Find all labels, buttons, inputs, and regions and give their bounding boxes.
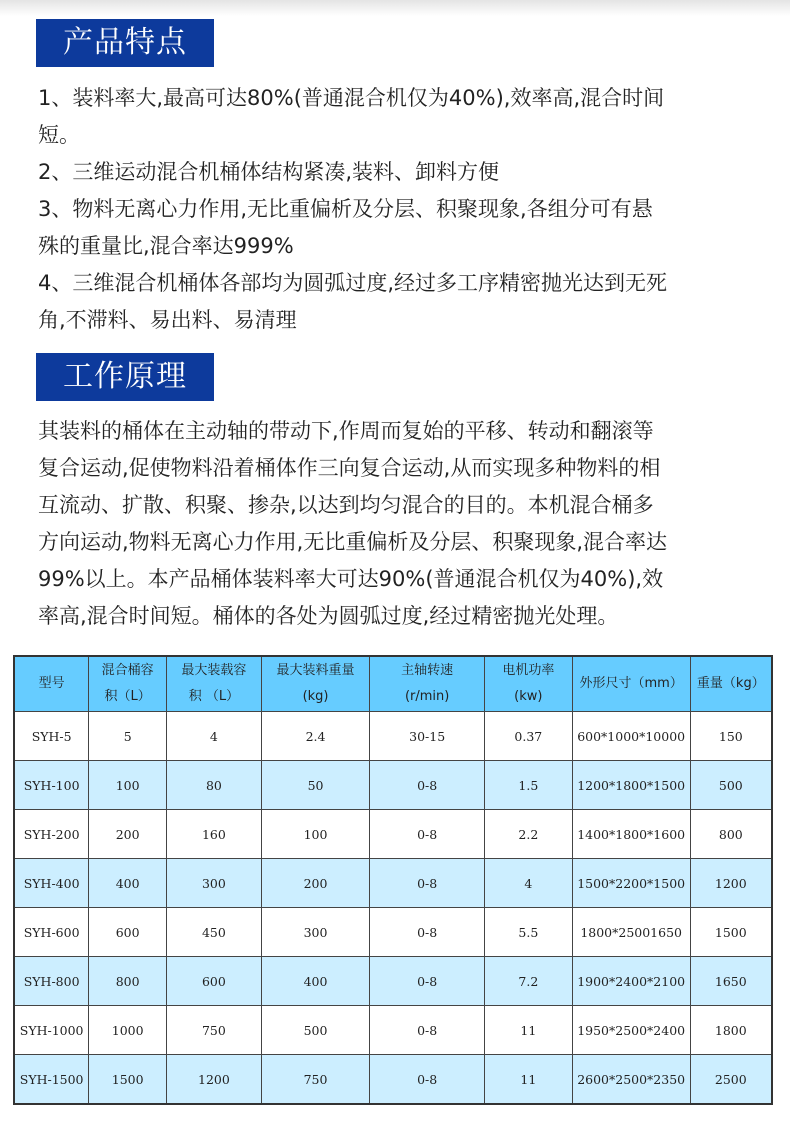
table-cell: 1800*25001650 — [572, 908, 690, 957]
column-header-line: (kg) — [302, 689, 329, 704]
table-cell: 750 — [261, 1055, 370, 1105]
text-line: 角,不滞料、易出料、易清理 — [38, 308, 297, 332]
principle-text — [38, 413, 778, 635]
table-cell: SYH-400 — [14, 859, 89, 908]
text-line: 复合运动,促使物料沿着桶体作三向复合运动,从而实现多种物料的相 — [38, 456, 661, 480]
text-line: 4、三维混合机桶体各部均为圆弧过度,经过多工序精密抛光达到无死 — [38, 271, 668, 295]
table-cell: 1200 — [690, 859, 772, 908]
table-row — [14, 712, 772, 761]
text-line: 3、物料无离心力作用,无比重偏析及分层、积聚现象,各组分可有悬 — [38, 197, 653, 221]
table-cell: 200 — [89, 810, 167, 859]
table-cell: 300 — [167, 859, 262, 908]
table-cell: 750 — [167, 1006, 262, 1055]
table-cell: SYH-100 — [14, 761, 89, 810]
table-cell: 1400*1800*1600 — [572, 810, 690, 859]
table-cell: SYH-1000 — [14, 1006, 89, 1055]
table-cell: 600 — [89, 908, 167, 957]
table-cell: 1800 — [690, 1006, 772, 1055]
column-header — [572, 656, 690, 712]
table-cell: 400 — [89, 859, 167, 908]
table-cell: 2.4 — [261, 712, 370, 761]
column-header — [370, 656, 485, 712]
table-cell: 1650 — [690, 957, 772, 1006]
table-cell: 5.5 — [484, 908, 572, 957]
column-header-line: 重量（kg） — [696, 676, 765, 691]
text-line: 短。 — [38, 123, 80, 147]
table-cell: 1500 — [690, 908, 772, 957]
table-cell: 0-8 — [370, 810, 485, 859]
column-header — [690, 656, 772, 712]
table-cell: 100 — [261, 810, 370, 859]
table-cell: 0-8 — [370, 859, 485, 908]
column-header-line: 混合桶容 — [101, 663, 154, 678]
column-header — [14, 656, 89, 712]
column-header — [89, 656, 167, 712]
table-cell: 500 — [690, 761, 772, 810]
text-line: 率高,混合时间短。桶体的各处为圆弧过度,经过精密抛光处理。 — [38, 604, 619, 628]
table-cell: 1900*2400*2100 — [572, 957, 690, 1006]
text-line: 其装料的桶体在主动轴的带动下,作周而复始的平移、转动和翻滚等 — [38, 419, 654, 443]
section-title-principle: 工作原理 — [36, 353, 214, 401]
table-cell: 200 — [261, 859, 370, 908]
table-cell: 600 — [167, 957, 262, 1006]
top-shadow — [0, 0, 790, 16]
table-cell: 150 — [690, 712, 772, 761]
table-cell: 11 — [484, 1006, 572, 1055]
table-cell: 1950*2500*2400 — [572, 1006, 690, 1055]
table-cell: 0-8 — [370, 1006, 485, 1055]
table-cell: 1200*1800*1500 — [572, 761, 690, 810]
table-cell: SYH-1500 — [14, 1055, 89, 1105]
column-header-line: 外形尺寸（mm） — [579, 676, 683, 691]
table-cell: 600*1000*10000 — [572, 712, 690, 761]
table-cell: 2600*2500*2350 — [572, 1055, 690, 1105]
table-row — [14, 1006, 772, 1055]
column-header-line: 最大装料重量 — [276, 663, 355, 678]
column-header-line: 主轴转速 — [401, 663, 454, 678]
table-row — [14, 859, 772, 908]
table-cell: SYH-600 — [14, 908, 89, 957]
table-cell: 100 — [89, 761, 167, 810]
table-row — [14, 1055, 772, 1105]
table-row — [14, 957, 772, 1006]
table-cell: 400 — [261, 957, 370, 1006]
spec-table — [13, 655, 773, 1105]
table-cell: 1.5 — [484, 761, 572, 810]
section-title-features: 产品特点 — [36, 19, 214, 67]
table-cell: 300 — [261, 908, 370, 957]
table-cell: 500 — [261, 1006, 370, 1055]
table-cell: 30-15 — [370, 712, 485, 761]
column-header-line: 最大装载容 — [181, 663, 247, 678]
column-header-line: 积（L） — [104, 689, 151, 704]
column-header — [261, 656, 370, 712]
table-cell: 800 — [690, 810, 772, 859]
table-cell: 0.37 — [484, 712, 572, 761]
column-header-line: 电机功率 — [502, 663, 555, 678]
table-cell: 1200 — [167, 1055, 262, 1105]
table-cell: 450 — [167, 908, 262, 957]
table-cell: 160 — [167, 810, 262, 859]
table-row — [14, 908, 772, 957]
features-list — [38, 80, 778, 339]
table-cell: 2500 — [690, 1055, 772, 1105]
column-header-line: (r/min) — [404, 689, 450, 704]
table-row — [14, 810, 772, 859]
table-cell: 80 — [167, 761, 262, 810]
table-cell: 1500 — [89, 1055, 167, 1105]
table-header-row — [14, 656, 772, 712]
table-cell: 5 — [89, 712, 167, 761]
column-header-line: 型号 — [38, 676, 65, 691]
table-cell: 0-8 — [370, 908, 485, 957]
table-cell: 0-8 — [370, 761, 485, 810]
table-cell: 11 — [484, 1055, 572, 1105]
table-cell: SYH-800 — [14, 957, 89, 1006]
table-cell: 2.2 — [484, 810, 572, 859]
table-cell: 1500*2200*1500 — [572, 859, 690, 908]
text-line: 1、装料率大,最高可达80%(普通混合机仅为40%),效率高,混合时间 — [38, 86, 665, 110]
table-cell: 0-8 — [370, 1055, 485, 1105]
text-line: 99%以上。本产品桶体装料率大可达90%(普通混合机仅为40%),效 — [38, 567, 664, 591]
table-cell: 4 — [484, 859, 572, 908]
column-header — [167, 656, 262, 712]
table-cell: SYH-200 — [14, 810, 89, 859]
column-header-line: (kw) — [514, 689, 543, 704]
column-header — [484, 656, 572, 712]
table-cell: 0-8 — [370, 957, 485, 1006]
table-cell: 4 — [167, 712, 262, 761]
table-cell: 50 — [261, 761, 370, 810]
column-header-line: 积 （L） — [188, 689, 240, 704]
text-line: 方向运动,物料无离心力作用,无比重偏析及分层、积聚现象,混合率达 — [38, 530, 668, 554]
text-line: 互流动、扩散、积聚、掺杂,以达到均匀混合的目的。本机混合桶多 — [38, 493, 654, 517]
table-cell: SYH-5 — [14, 712, 89, 761]
table-cell: 1000 — [89, 1006, 167, 1055]
text-line: 2、三维运动混合机桶体结构紧凑,装料、卸料方便 — [38, 160, 500, 184]
table-row — [14, 761, 772, 810]
text-line: 殊的重量比,混合率达999% — [38, 234, 294, 258]
table-cell: 800 — [89, 957, 167, 1006]
table-cell: 7.2 — [484, 957, 572, 1006]
